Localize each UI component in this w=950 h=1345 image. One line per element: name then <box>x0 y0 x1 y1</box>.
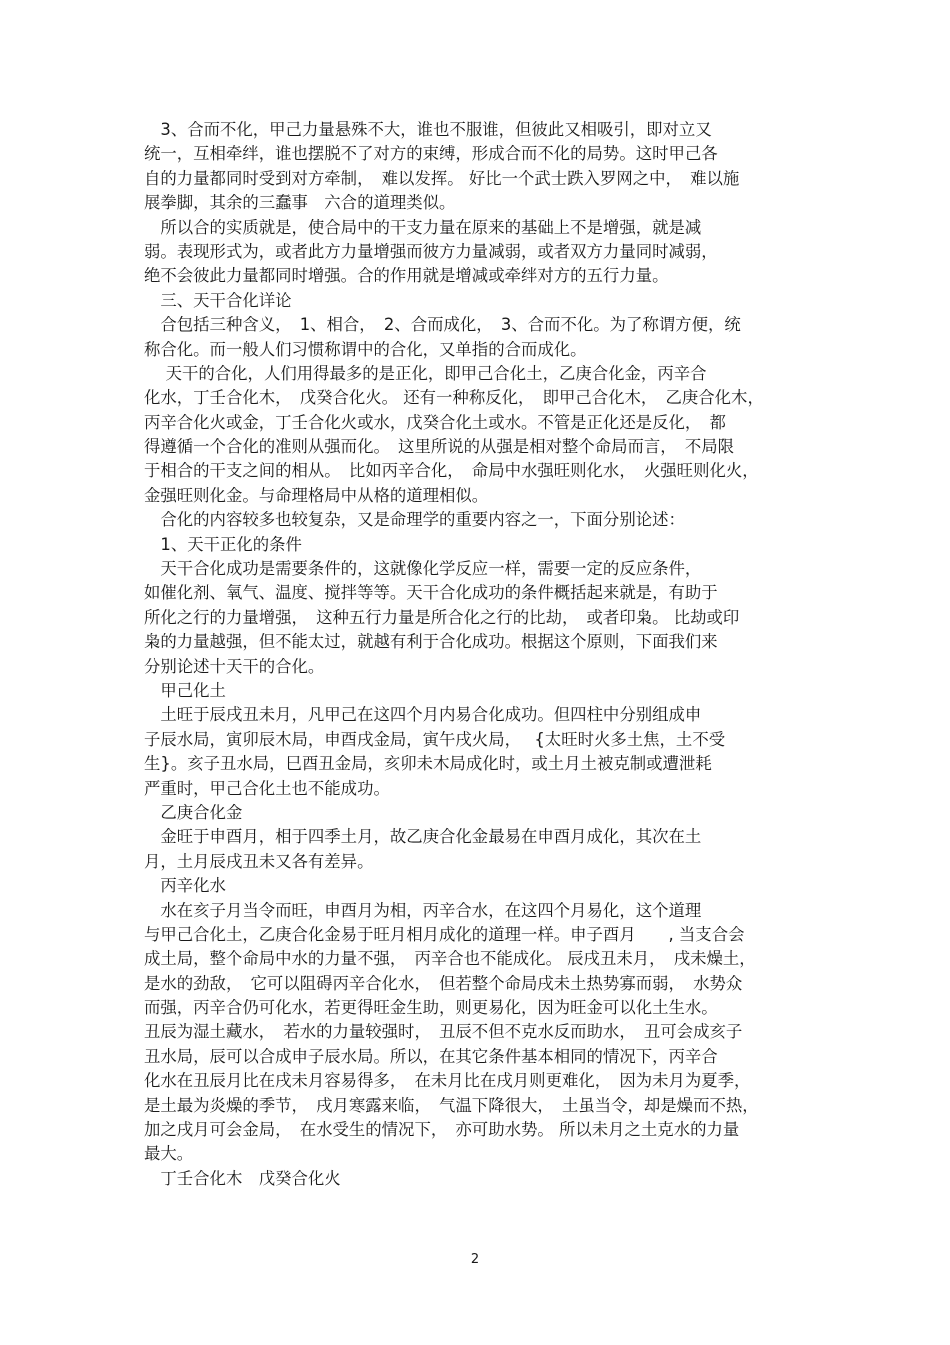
text-line: 展拳脚，其余的三蠢事 六合的道理类似。 <box>144 193 456 213</box>
text-line: 统一，互相牵绊，谁也摆脱不了对方的束缚，形成合而不化的局势。这时甲己各 <box>144 144 718 164</box>
text-line: 合包括三种含义， 1、相合， 2、合而成化， 3、合而不化。为了称谓方便，统 <box>144 315 741 335</box>
text-line: 是土最为炎燥的季节， 戌月寒露来临， 气温下降很大， 土虽当令，却是燥而不热， <box>144 1095 759 1115</box>
text-line: 水在亥子月当令而旺，申酉月为相，丙辛合水，在这四个月易化，这个道理 <box>144 900 702 920</box>
text-line: 分别论述十天干的合化。 <box>144 656 325 676</box>
text-line: 月，土月辰戌丑未又各有差异。 <box>144 851 374 871</box>
text-line: 三、天干合化详论 <box>144 290 292 310</box>
text-line: 土旺于辰戌丑未月，凡甲己在这四个月内易合化成功。但四柱中分别组成申 <box>144 705 702 725</box>
text-line: 化水，丁壬合化木， 戊癸合化火。 还有一种称反化， 即甲己合化木， 乙庚合化木， <box>144 388 764 408</box>
text-line: 成土局，整个命局中水的力量不强， 丙辛合也不能成化。 辰戌丑未月， 戌未燥土， <box>144 949 756 969</box>
text-line: 严重时，甲己合化土也不能成功。 <box>144 778 390 798</box>
text-line: 丁壬合化木 戊癸合化火 <box>144 1168 341 1188</box>
text-line: 丙辛化水 <box>144 876 226 896</box>
text-line: 金强旺则化金。与命理格局中从格的道理相似。 <box>144 485 489 505</box>
text-line: 子辰水局，寅卯辰木局，申酉戌金局，寅午戌火局， {太旺时火多土焦，土不受 <box>144 729 726 749</box>
text-line: 天干合化成功是需要条件的，这就像化学反应一样，需要一定的反应条件， <box>144 559 702 579</box>
text-line: 加之戌月可会金局， 在水受生的情况下， 亦可助水势。 所以未月之土克水的力量 <box>144 1120 740 1140</box>
text-line: 而强，丙辛合仍可化水，若更得旺金生助，则更易化，因为旺金可以化土生水。 <box>144 998 718 1018</box>
text-line: 1、天干正化的条件 <box>144 534 302 554</box>
text-line: 合化的内容较多也较复杂，又是命理学的重要内容之一，下面分别论述： <box>144 510 685 530</box>
text-line: 所化之行的力量增强， 这种五行力量是所合化之行的比劫， 或者印枭。 比劫或印 <box>144 607 740 627</box>
text-line: 称合化。而一般人们习惯称谓中的合化，又单指的合而成化。 <box>144 339 587 359</box>
text-line: 化水在丑辰月比在戌未月容易得多， 在未月比在戌月则更难化， 因为未月为夏季， <box>144 1071 751 1091</box>
text-line: 天干的合化，人们用得最多的是正化，即甲己合化土，乙庚合化金，丙辛合 <box>144 363 707 383</box>
body-text <box>144 118 809 1191</box>
text-line: 金旺于申酉月，相于四季土月，故乙庚合化金最易在申酉月成化，其次在土 <box>144 827 702 847</box>
text-line: 枭的力量越强，但不能太过，就越有利于合化成功。根据这个原则，下面我们来 <box>144 632 718 652</box>
text-line: 于相合的干支之间的相从。 比如丙辛合化， 命局中水强旺则化水， 火强旺则化火， <box>144 461 759 481</box>
text-line: 最大。 <box>144 1144 194 1164</box>
text-line: 如催化剂、氧气、温度、搅拌等等。天干合化成功的条件概括起来就是，有助于 <box>144 583 718 603</box>
text-line: 生}。亥子丑水局，巳酉丑金局，亥卯未木局成化时，或土月土被克制或遭泄耗 <box>144 754 712 774</box>
text-line: 与甲己合化土，乙庚合化金易于旺月相月成化的道理一样。申子酉月 , 当支合会 <box>144 924 745 944</box>
text-line: 甲己化土 <box>144 680 226 700</box>
text-line: 绝不会彼此力量都同时增强。合的作用就是增减或牵绊对方的五行力量。 <box>144 266 669 286</box>
text-line: 弱。表现形式为，或者此方力量增强而彼方力量减弱，或者双方力量同时减弱， <box>144 241 718 261</box>
text-line: 所以合的实质就是，使合局中的干支力量在原来的基础上不是增强，就是减 <box>144 217 702 237</box>
text-line: 是水的劲敌， 它可以阻碍丙辛合化水， 但若整个命局戌未土热势寡而弱， 水势众 <box>144 973 743 993</box>
text-line: 丑水局，辰可以合成申子辰水局。所以，在其它条件基本相同的情况下，丙辛合 <box>144 1046 718 1066</box>
text-line: 得遵循一个合化的准则从强而化。 这里所说的从强是相对整个命局而言， 不局限 <box>144 437 735 457</box>
text-line: 丙辛合化火或金，丁壬合化火或水，戊癸合化土或水。不管是正化还是反化， 都 <box>144 412 726 432</box>
text-line: 3、合而不化，甲己力量悬殊不大，谁也不服谁，但彼此又相吸引，即对立又 <box>144 120 712 139</box>
text-line: 丑辰为湿土藏水， 若水的力量较强时， 丑辰不但不克水反而助水， 丑可会成亥子 <box>144 1022 743 1042</box>
text-line: 乙庚合化金 <box>144 802 243 822</box>
page-number: 2 <box>470 1252 480 1267</box>
text-line: 自的力量都同时受到对方牵制， 难以发挥。 好比一个武士跌入罗网之中， 难以施 <box>144 168 740 188</box>
